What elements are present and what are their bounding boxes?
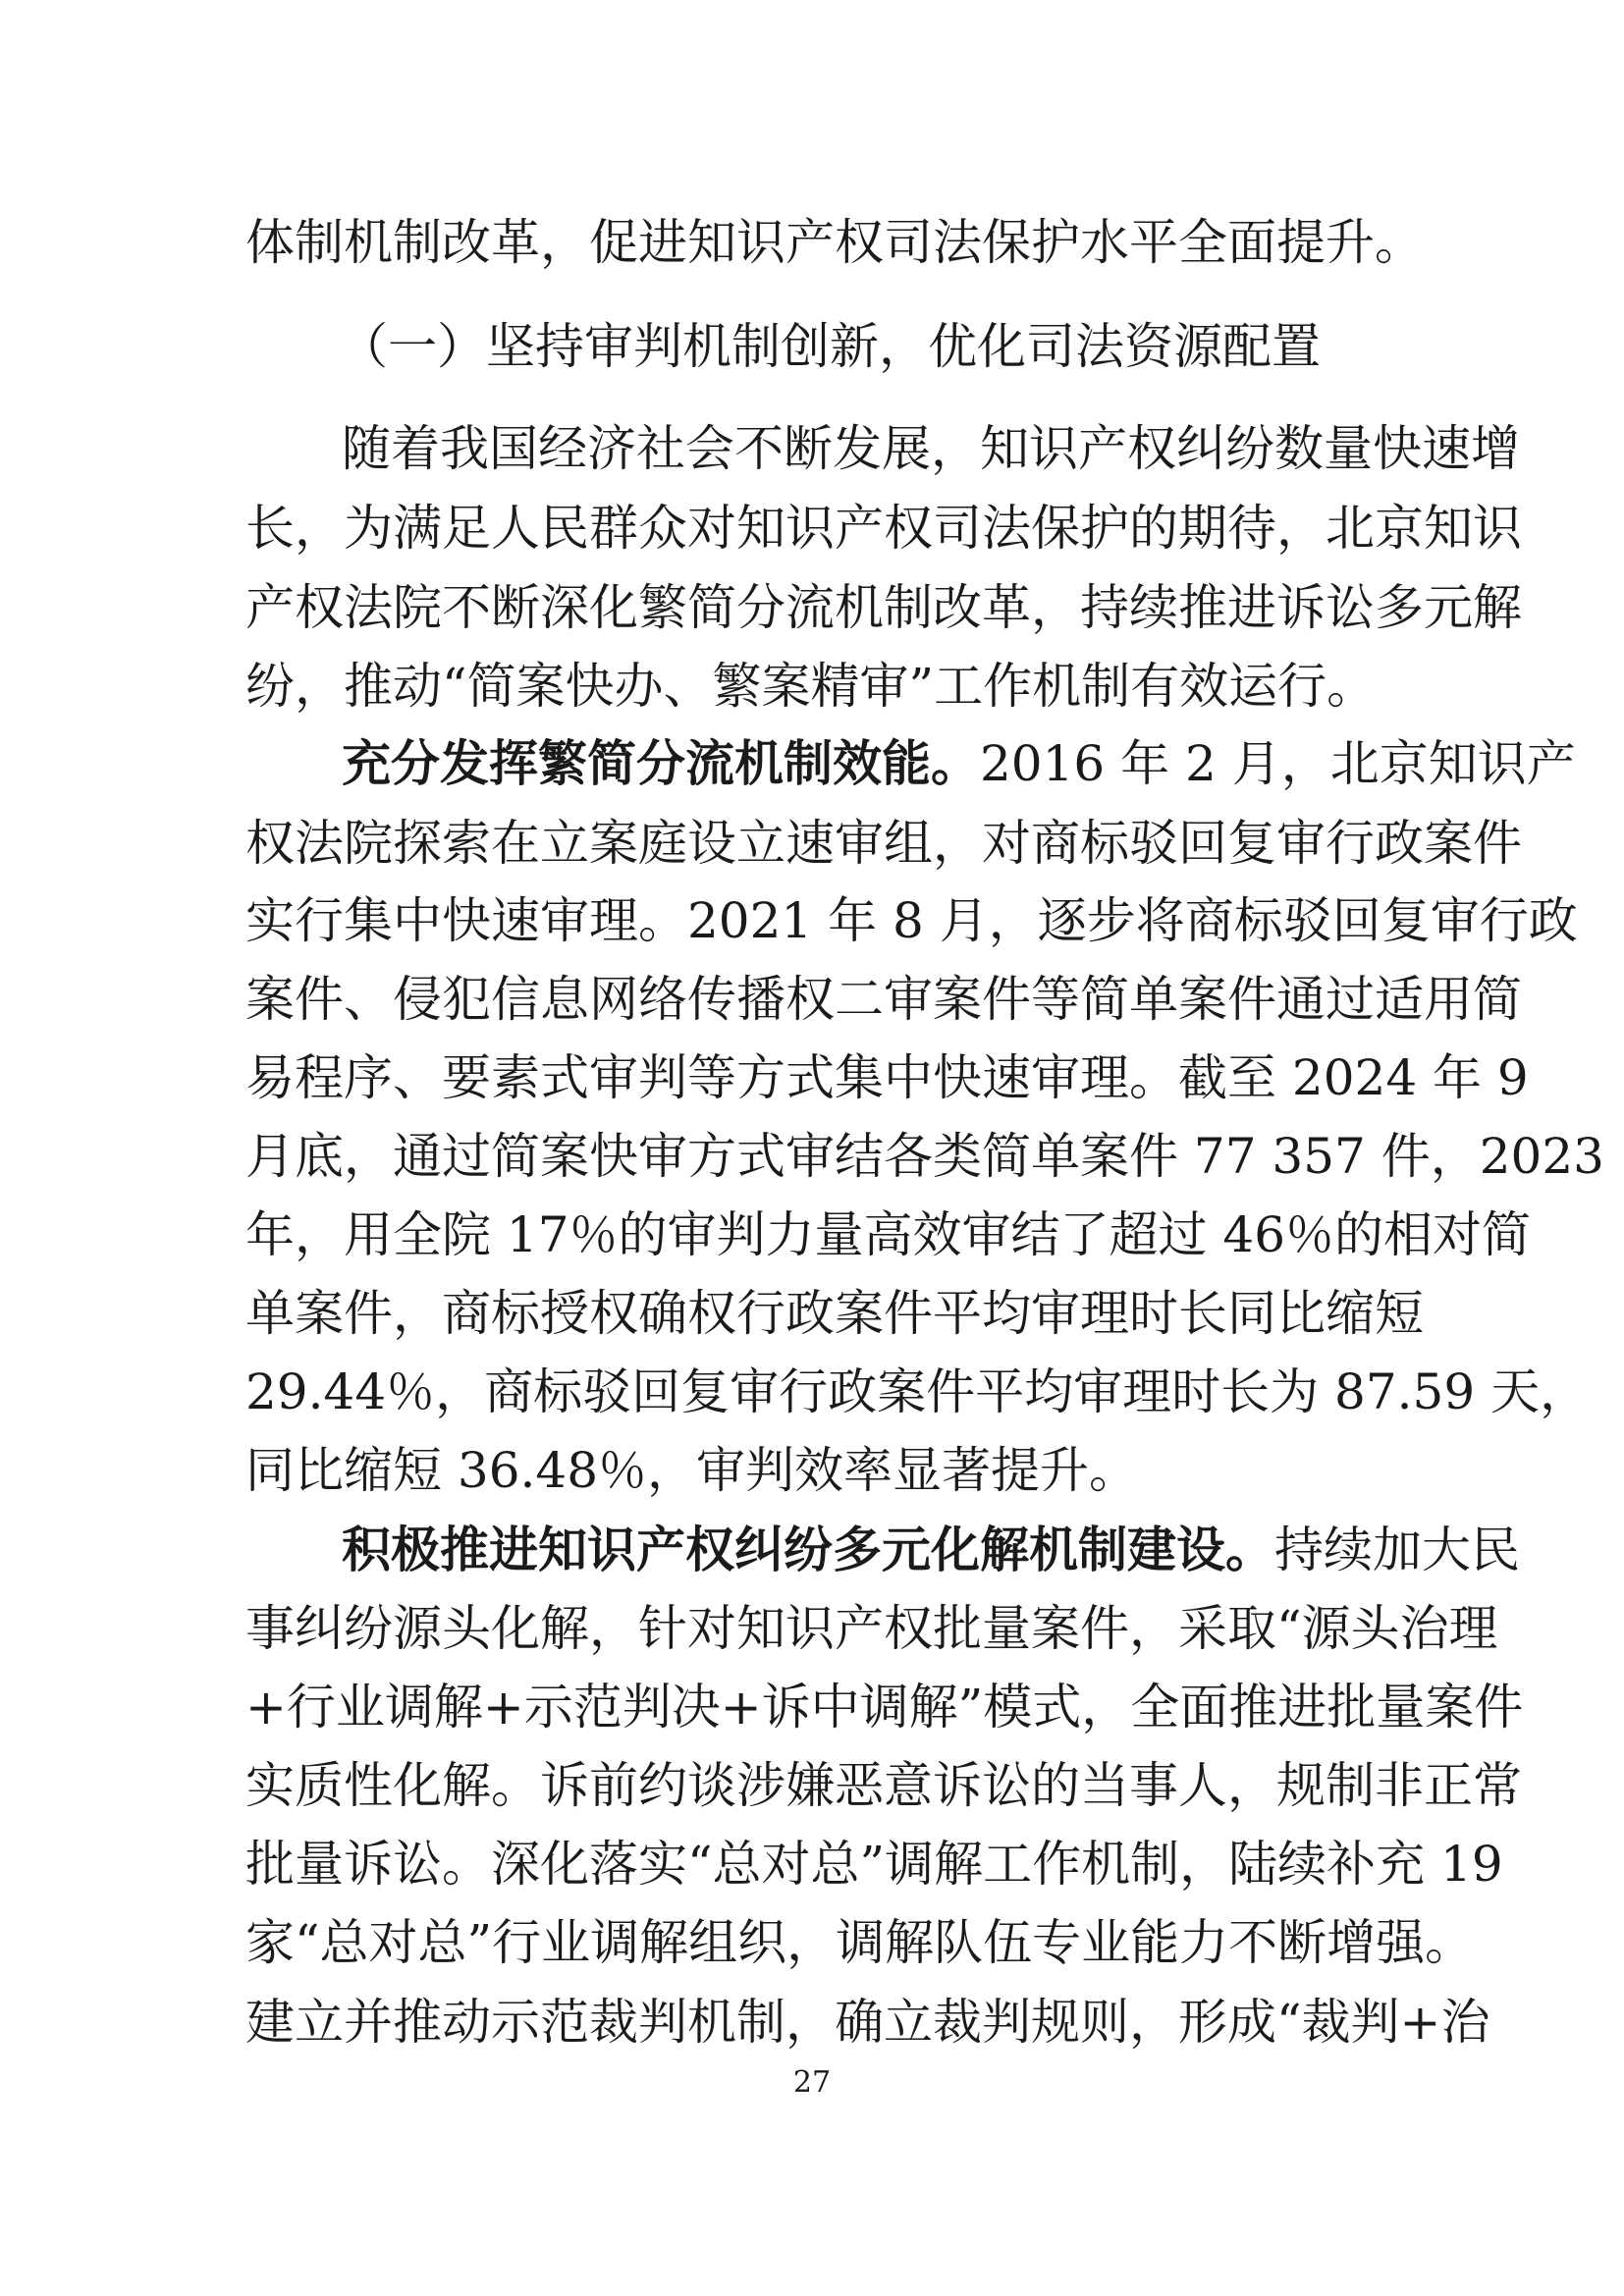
paragraph-line: 同比缩短 36.48％，审判效率显著提升。 — [245, 1442, 1139, 1499]
section-heading: （一）坚持审判机制创新，优化司法资源配置 — [339, 318, 1321, 375]
paragraph-line: 年，用全院 17％的审判力量高效审结了超过 46％的相对简 — [245, 1206, 1532, 1263]
paragraph-line: 29.44％，商标驳回复审行政案件平均审理时长为 87.59 天， — [245, 1363, 1590, 1420]
paragraph-line: 事纠纷源头化解，针对知识产权批量案件，采取“源头治理 — [245, 1600, 1498, 1657]
paragraph-line: +行业调解+示范判决+诉中调解”模式，全面推进批量案件 — [245, 1679, 1524, 1735]
paragraph-line: 案件、侵犯信息网络传播权二审案件等简单案件通过适用简 — [245, 971, 1522, 1028]
paragraph-line: 权法院探索在立案庭设立速审组，对商标驳回复审行政案件 — [245, 815, 1522, 872]
paragraph-line: 实质性化解。诉前约谈涉嫌恶意诉讼的当事人，规制非正常 — [245, 1757, 1522, 1814]
paragraph-line: 单案件，商标授权确权行政案件平均审理时长同比缩短 — [245, 1285, 1424, 1342]
paragraph-line: 家“总对总”行业调解组织，调解队伍专业能力不断增强。 — [245, 1914, 1475, 1971]
paragraph-line: 批量诉讼。深化落实“总对总”调解工作机制，陆续补充 19 — [245, 1836, 1503, 1893]
paragraph-line: 实行集中快速审理。2021 年 8 月，逐步将商标驳回复审行政 — [245, 892, 1578, 949]
paragraph-line: 充分发挥繁简分流机制效能。2016 年 2 月，北京知识产 — [342, 734, 1576, 792]
page-number: 27 — [792, 2065, 832, 2100]
bold-lead: 充分发挥繁简分流机制效能。 — [342, 734, 980, 792]
paragraph-line: 月底，通过简案快审方式审结各类简单案件 77 357 件，2023 — [245, 1128, 1604, 1185]
paragraph-line: 长，为满足人民群众对知识产权司法保护的期待，北京知识 — [245, 500, 1522, 557]
paragraph-line: 产权法院不断深化繁简分流机制改革，持续推进诉讼多元解 — [245, 579, 1522, 636]
paragraph-line: 随着我国经济社会不断发展，知识产权纠纷数量快速增 — [342, 420, 1520, 477]
paragraph-line: 纷，推动“简案快办、繁案精审”工作机制有效运行。 — [245, 658, 1377, 715]
paragraph-line: 体制机制改革，促进知识产权司法保护水平全面提升。 — [245, 214, 1424, 271]
paragraph-line: 建立并推动示范裁判机制，确立裁判规则，形成“裁判+治 — [245, 1994, 1490, 2051]
paragraph-line: 易程序、要素式审判等方式集中快速审理。截至 2024 年 9 — [245, 1049, 1529, 1106]
bold-lead: 积极推进知识产权纠纷多元化解机制建设。 — [342, 1521, 1274, 1578]
paragraph-line: 积极推进知识产权纠纷多元化解机制建设。持续加大民 — [342, 1521, 1520, 1578]
